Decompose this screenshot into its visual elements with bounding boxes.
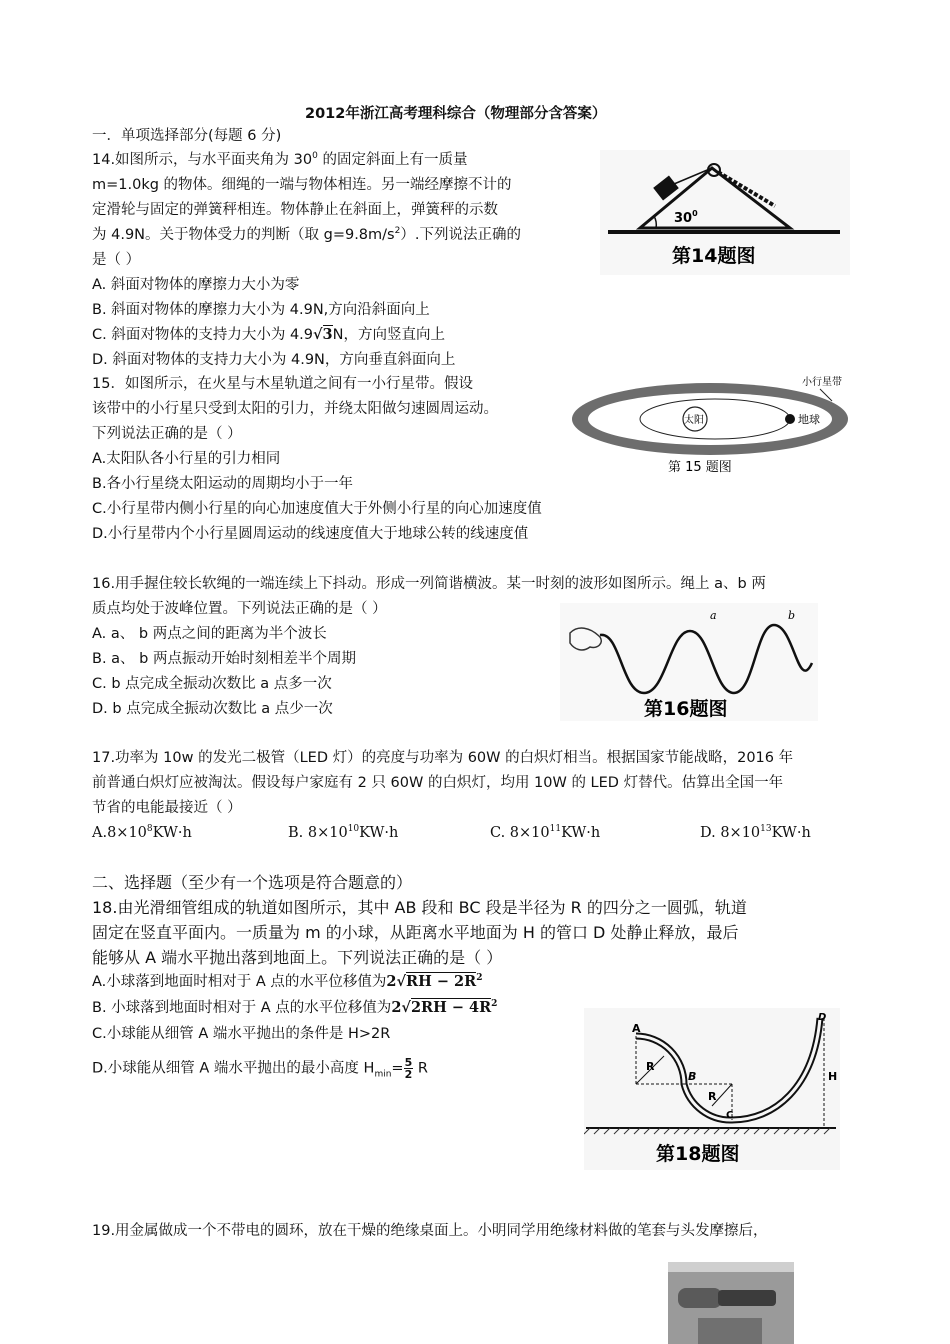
q15-option-c: C.小行星带内侧小行星的向心加速度值大于外侧小行星的向心加速度值 (92, 501, 542, 517)
fig18-label-a: A (632, 1022, 641, 1035)
figure-19-photo (668, 1262, 794, 1344)
q15-line-3: 下列说法正确的是（ ） (92, 426, 242, 442)
fig15-belt-label: 小行星带 (802, 377, 842, 388)
figure-15-asteroid-belt (570, 373, 856, 479)
q14-option-b: B. 斜面对物体的摩擦力大小为 4.9N,方向沿斜面向上 (92, 302, 430, 318)
q14-option-c: C. 斜面对物体的支持力大小为 4.9√3N，方向竖直向上 (92, 326, 445, 343)
q15-option-d: D.小行星带内个小行星圆周运动的线速度值大于地球公转的线速度值 (92, 526, 529, 542)
fig14-caption: 第14题图 (672, 245, 756, 267)
q17-line-1: 17.功率为 10w 的发光二极管（LED 灯）的亮度与功率为 60W 的白炽灯相当。根据国家节能战略，2016 年 (92, 750, 794, 766)
q19-line-1: 19.用金属做成一个不带电的圆环，放在干燥的绝缘桌面上。小明同学用绝缘材料做的笔套与头发摩擦后， (92, 1223, 768, 1239)
q18-line-1: 18.由光滑细管组成的轨道如图所示，其中 AB 段和 BC 段是半径为 R 的四分之一圆弧，轨道 (92, 898, 747, 917)
earth (785, 414, 795, 424)
fig18-label-r1: R (646, 1060, 655, 1073)
q18-option-c: C.小球能从细管 A 端水平抛出的条件是 H>2R (92, 1026, 391, 1042)
q14-line-1: 14.如图所示，与水平面夹角为 $30^0$ 的固定斜面上有一质量 (92, 151, 468, 168)
q14-line-3: 定滑轮与固定的弹簧秤相连。物体静止在斜面上，弹簧秤的示数 (92, 202, 498, 218)
q15-line-1: 15．如图所示，在火星与木星轨道之间有一小行星带。假设 (92, 376, 473, 392)
figure-16-wave (560, 603, 818, 721)
q14-option-d: D. 斜面对物体的支持力大小为 4.9N，方向垂直斜面向上 (92, 352, 456, 368)
q16-option-a: A. a、 b 两点之间的距离为半个波长 (92, 626, 327, 642)
q18-option-d: D.小球能从细管 A 端水平抛出的最小高度 $H_{min}=$ $\frac{5}{2}$ R (92, 1056, 428, 1081)
q18-line-3: 能够从 A 端水平抛出落到地面上。下列说法正确的是（ ） (92, 948, 503, 967)
fig14-angle-label: $30^0$ (674, 209, 698, 226)
q14-line-2: m=1.0kg 的物体。细绳的一端与物体相连。另一端经摩擦不计的 (92, 177, 512, 193)
q15-option-a: A.太阳队各小行星的引力相同 (92, 451, 281, 467)
fig16-caption: 第16题图 (644, 698, 728, 720)
fig19-top-strip (668, 1262, 794, 1272)
fig19-table (698, 1318, 762, 1344)
section-heading-2: 二、选择题（至少有一个选项是符合题意的） (92, 873, 413, 892)
q16-line-1: 16.用手握住较长软绳的一端连续上下抖动。形成一列简谐横波。某一时刻的波形如图所示。绳上 a、b 两 (92, 576, 766, 592)
fig15-caption: 第 15 题图 (668, 460, 732, 475)
figure-14-incline (600, 150, 850, 275)
q16-option-d: D. b 点完成全振动次数比 a 点少一次 (92, 701, 333, 717)
fig18-label-d: D (818, 1012, 827, 1023)
q16-option-c: C. b 点完成全振动次数比 a 点多一次 (92, 676, 332, 692)
q17-option-b: B. $8\times 10^{10}KW\cdot h$ (288, 824, 399, 841)
q17-line-3: 节省的电能最接近（ ） (92, 800, 242, 816)
q14-line-4: 为 4.9N。关于物体受力的判断（取 $g=9.8m/s^2$）.下列说法正确的 (92, 226, 521, 243)
q15-option-b: B.各小行星绕太阳运动的周期均小于一年 (92, 476, 354, 492)
q16-line-2: 质点均处于波峰位置。下列说法正确的是（ ） (92, 601, 387, 617)
q14-option-a: A. 斜面对物体的摩擦力大小为零 (92, 277, 300, 293)
fig18-label-h: H (828, 1070, 838, 1083)
fig16-point-b: b (788, 609, 796, 622)
page-title: 2012年浙江高考理科综合（物理部分含答案） (305, 106, 607, 122)
q18-option-b: B. 小球落到地面时相对于 A 点的水平位移值为$2√2RH - 4R^2$ (92, 999, 498, 1016)
fig18-label-r2: R (708, 1090, 717, 1103)
q17-option-c: C. $8\times 10^{11}KW\cdot h$ (490, 824, 601, 841)
fig18-label-c: C (726, 1110, 734, 1121)
q17-option-d: D. $8\times 10^{13}KW\cdot h$ (700, 824, 811, 841)
fig15-sun-label: 太阳 (684, 415, 704, 426)
q18-option-a: A.小球落到地面时相对于 A 点的水平位移值为$2√RH - 2R^2$ (92, 973, 483, 990)
q17-line-2: 前普通白炽灯应被淘汰。假设每户家庭有 2 只 60W 的白炽灯，均用 10W 的 LED 灯替代。估算出全国一年 (92, 775, 784, 791)
fig19-pen-cap (678, 1288, 722, 1308)
section-heading-1: 一．单项选择部分(每题 6 分) (92, 128, 282, 144)
q17-option-a: $A.8\times 10^8KW\cdot h$ (92, 824, 192, 841)
q18-line-2: 固定在竖直平面内。一质量为 m 的小球，从距离水平地面为 H 的管口 D 处静止释放，最后 (92, 923, 739, 942)
q16-option-b: B. a、 b 两点振动开始时刻相差半个周期 (92, 651, 356, 667)
fig18-caption: 第18题图 (656, 1143, 740, 1165)
fig16-point-a: a (710, 609, 717, 622)
fig19-ring-shadow (718, 1290, 776, 1306)
q15-line-2: 该带中的小行星只受到太阳的引力，并绕太阳做匀速圆周运动。 (92, 401, 498, 417)
asteroid-belt-inner (588, 393, 832, 445)
figure-18-track (584, 1008, 840, 1170)
q14-line-5: 是（ ） (92, 252, 141, 268)
fig18-label-b: B (688, 1070, 697, 1083)
fig15-earth-label: 地球 (798, 413, 820, 426)
